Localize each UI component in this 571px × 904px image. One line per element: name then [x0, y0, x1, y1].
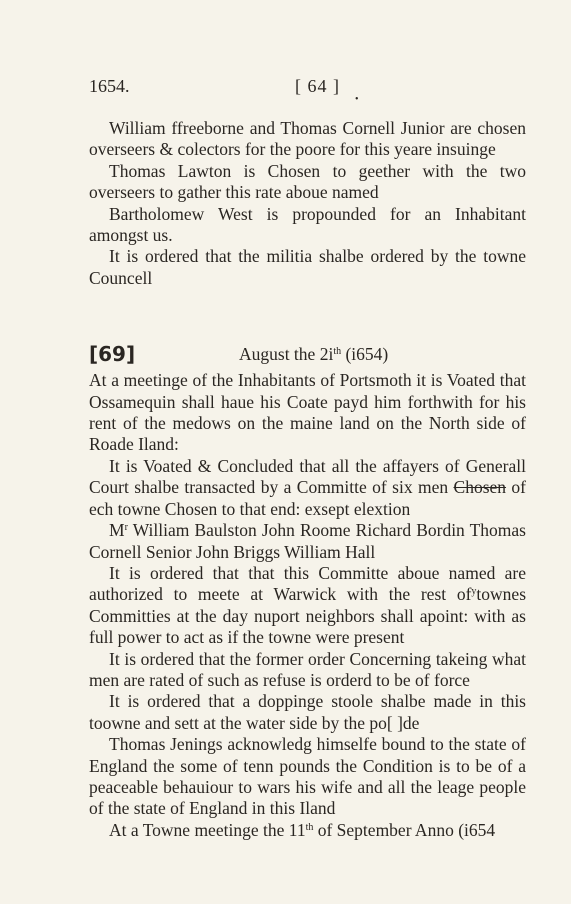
paragraph-jenings: Thomas Jenings acknowledg himselfe bound to the state of England the some of tenn pounds the Condition is to be of a peaceable behauiour to wars his wife and all the leage people of the state of England in this Iland — [89, 734, 526, 819]
paragraph-overseers: William ffreeborne and Thomas Cornell Junior are chosen overseers & colectors for the poore for this yeare insuinge — [89, 118, 526, 160]
header-dot: • — [355, 94, 359, 105]
paragraph-committee-names — [89, 520, 526, 563]
court-text: It is Voated & Concluded that all the affayers of Generall Court shalbe transacted by a Committe of six men — [89, 455, 526, 498]
date-text: August the 2i — [239, 344, 334, 365]
warwick-text: It is ordered that that this Committe aboue named are authorized to meete at Warwick with the rest of — [89, 562, 526, 605]
court-text-end: of ech towne Chosen to that end: exsept elextion — [89, 477, 526, 519]
paragraph-warwick — [89, 563, 526, 649]
struck-word: Chosen — [453, 477, 507, 498]
date-sup: th — [333, 346, 342, 358]
page-year: 1654. — [89, 76, 130, 96]
meeting-year: of September Anno (i654 — [313, 819, 496, 840]
page-number: [ 64 ] — [295, 76, 340, 96]
mr-sup: r — [124, 522, 128, 534]
date-year: (i654) — [341, 344, 389, 365]
paragraph-general-court — [89, 456, 526, 520]
warwick-sup: y — [471, 586, 477, 598]
meeting-text: At a Towne meetinge the 11 — [109, 819, 306, 840]
meeting-sup: th — [305, 821, 314, 833]
paragraph-voated: At a meetinge of the Inhabitants of Portsmoth it is Voated that Ossamequin shall haue his Coate payd him forthwith for his rent of the medows on the maine land on the North side of Roade Iland: — [89, 370, 526, 455]
paragraph-militia: It is ordered that the militia shalbe ordered by the towne Councell — [89, 246, 526, 288]
names-text: William Baulston John Roome Richard Bordin Thomas Cornell Senior John Briggs William Hall — [89, 520, 526, 562]
paragraph-town-meeting — [89, 820, 526, 841]
paragraph-former-order: It is ordered that the former order Concerning takeing what men are rated of such as refuse is orderd to be of force — [89, 648, 526, 690]
section-number: [69] — [89, 342, 136, 367]
paragraph-lawton: Thomas Lawton is Chosen to geether with the two overseers to gather this rate aboue named — [89, 160, 526, 203]
section-gap — [89, 289, 526, 344]
page-body — [89, 118, 526, 841]
warwick-text-end: townes Committies at the day nuport neighbors shall apoint: with as full power to act as if the towne were present — [89, 584, 526, 648]
paragraph-ducking-stool: It is ordered that a doppinge stoole shalbe made in this toowne and sett at the water side by the po[ ]de — [89, 691, 526, 733]
paragraph-west: Bartholomew West is propounded for an Inhabitant amongst us. — [89, 203, 526, 246]
section-heading — [89, 344, 526, 370]
mr-abbr: M — [109, 520, 125, 541]
section-date — [239, 344, 388, 365]
